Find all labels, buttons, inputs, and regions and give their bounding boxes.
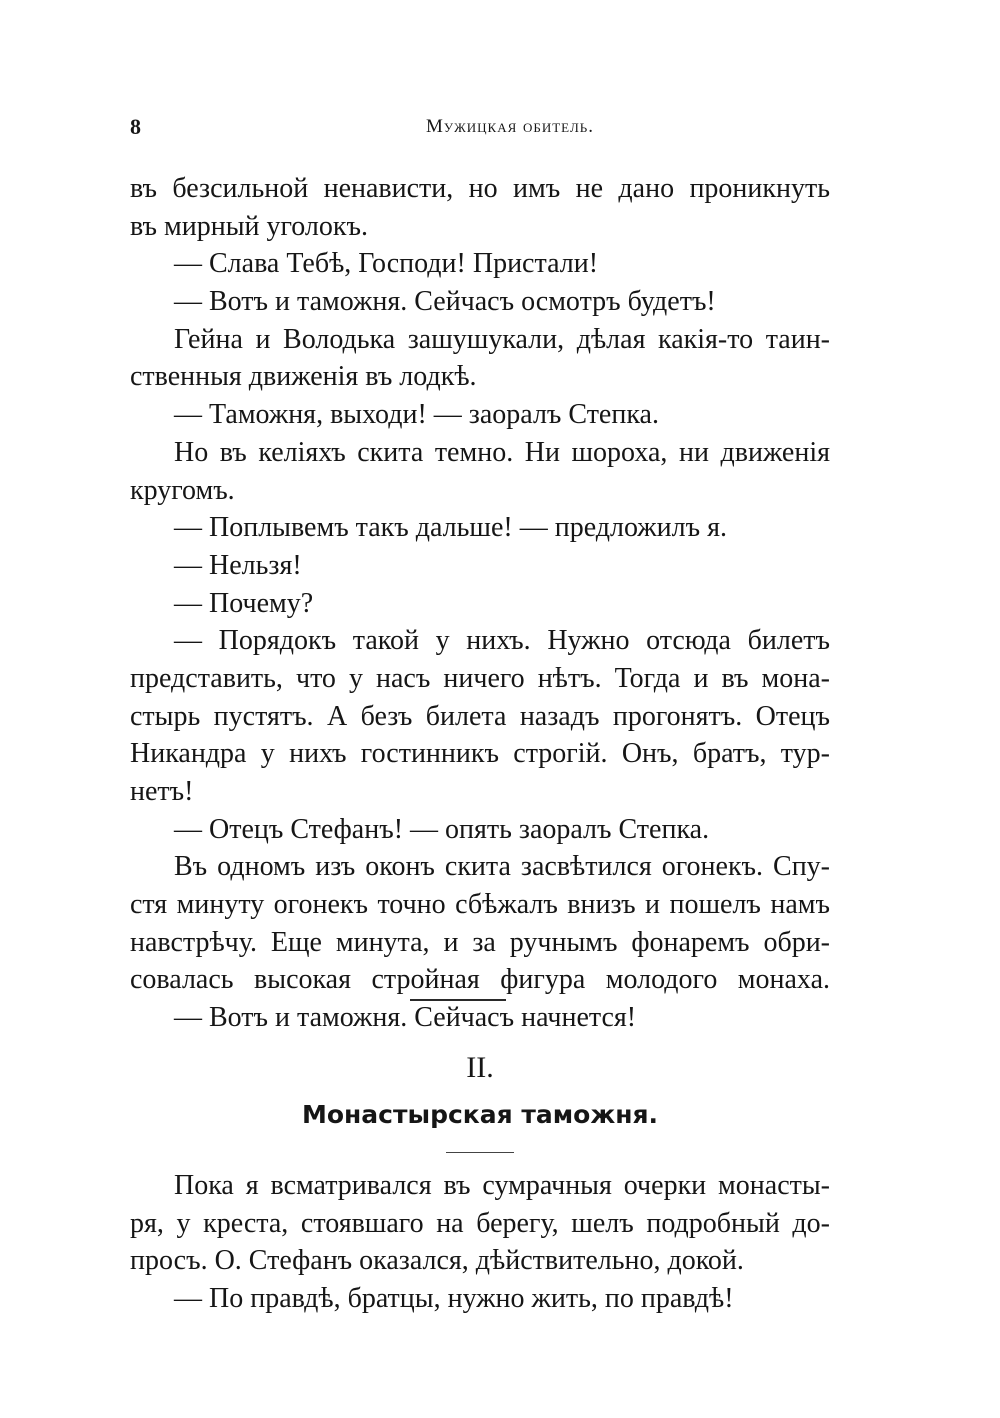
text-line: — Почему? (174, 587, 314, 619)
chapter-title: Монастырская таможня. (301, 1100, 659, 1129)
text-line: — Поплывемъ такъ дальше! — предложилъ я. (174, 512, 727, 544)
text-block-1 (130, 170, 830, 1037)
text-line: — Отецъ Стефанъ! — опять заоралъ Степка. (174, 813, 710, 845)
text-line: — Слава Тебѣ, Господи! Пристали! (174, 248, 599, 280)
text-line: совалась высокая стройная фигура молодого монаха. (130, 964, 830, 996)
text-line: Гейна и Володька зашушукали, дѣлая какія-то таин- (174, 323, 830, 355)
text-line: ственныя движенія въ лодкѣ. (130, 361, 477, 393)
text-line: стя минуту огонекъ точно сбѣжалъ внизъ и пошелъ намъ (130, 889, 830, 921)
text-line: — Порядокъ такой у нихъ. Нужно отсюда билетъ (174, 625, 830, 657)
text-line: въ мирный уголокъ. (130, 210, 368, 242)
page-number: 8 (130, 114, 141, 139)
running-head (130, 114, 830, 144)
text-line: — Таможня, выходи! — заоралъ Степка. (174, 399, 659, 431)
text-line: Пока я всматривался въ сумрачныя очерки монасты- (174, 1170, 830, 1201)
text-line: — Вотъ и таможня. Сейчасъ осмотръ будетъ! (174, 286, 716, 318)
text-line: нетъ! (130, 776, 194, 807)
text-line: Въ одномъ изъ оконъ скита засвѣтился огонекъ. Спу- (174, 851, 830, 883)
text-block-2 (130, 1167, 830, 1318)
chapter-number: II. (466, 1051, 494, 1084)
text-line: просъ. О. Стефанъ оказался, дѣйствительно, докой. (130, 1245, 744, 1277)
running-head-title: Мужицкая обитель. (426, 116, 594, 137)
chapter-title-rule (446, 1152, 514, 1153)
text-line: Никандра у нихъ гостинникъ строгій. Онъ, братъ, тур- (130, 738, 830, 770)
text-line: — Нельзя! (174, 549, 302, 581)
text-line: Но въ келіяхъ скита темно. Ни шороха, ни движенія (174, 436, 830, 468)
text-line: — Вотъ и таможня. Сейчасъ начнется! (174, 1002, 637, 1034)
text-line: кругомъ. (130, 474, 235, 506)
text-line: ря, у креста, стоявшаго на берегу, шелъ подробный до- (130, 1207, 830, 1239)
text-line: — По правдѣ, братцы, нужно жить, по правдѣ! (174, 1283, 734, 1315)
text-line: представить, что у насъ ничего нѣтъ. Тогда и въ мона- (130, 662, 830, 694)
text-line: въ безсильной ненависти, но имъ не дано проникнуть (130, 173, 830, 204)
section-break-rule (410, 999, 506, 1001)
text-line: стырь пустятъ. А безъ билета назадъ прогонятъ. Отецъ (130, 700, 830, 732)
text-line: навстрѣчу. Еще минута, и за ручнымъ фонаремъ обри- (130, 926, 830, 958)
